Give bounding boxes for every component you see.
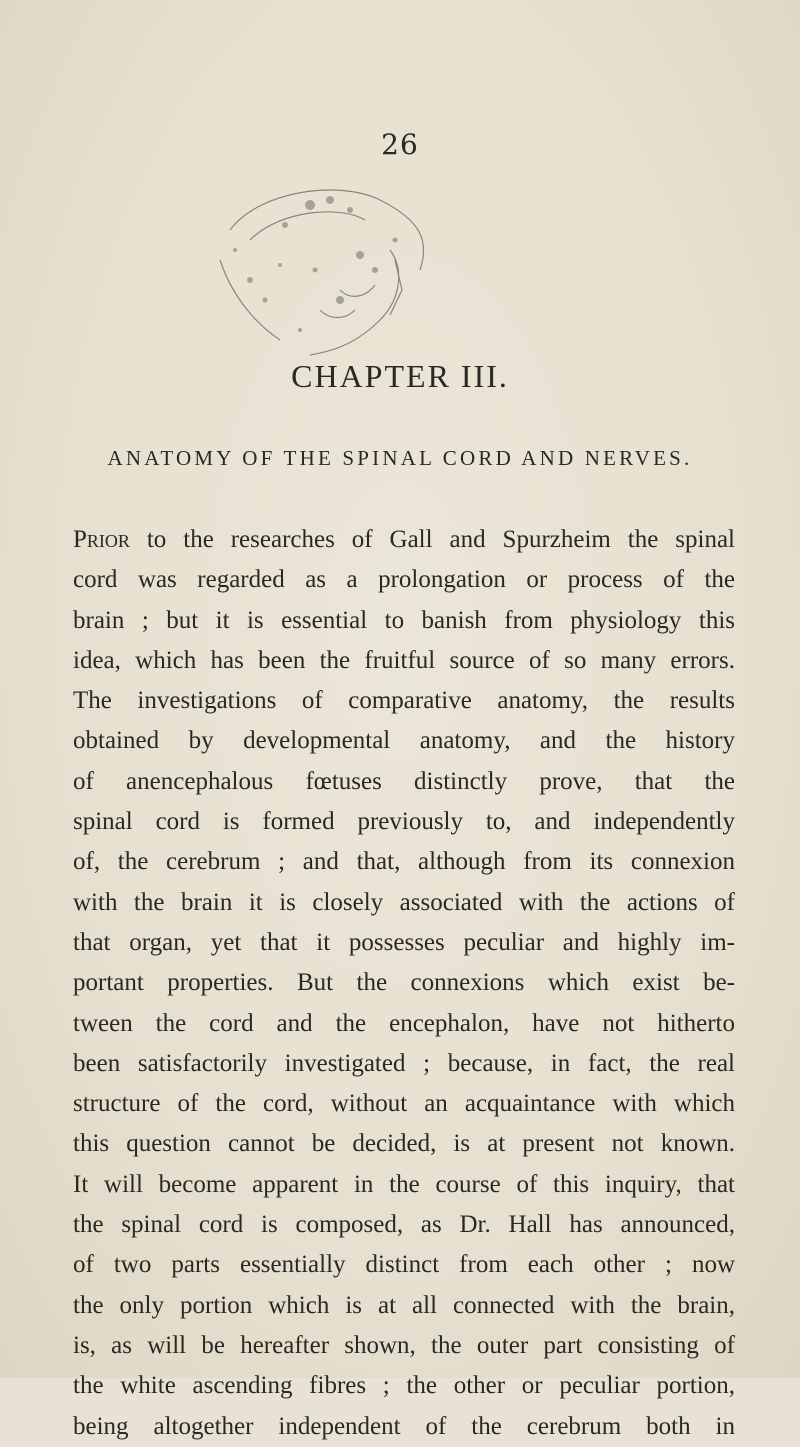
text-line: the white ascending fibres ; the other or peculiar portion, [73,1372,735,1400]
text-line: of, the cerebrum ; and that, although from its connexion [73,848,735,876]
chapter-title: CHAPTER III. [291,358,509,394]
text-line: portant properties. But the connexions which exist be- [73,969,735,997]
decorative-vignette-icon [190,170,450,380]
text-line: with the brain it is closely associated with the actions of [73,888,735,916]
text-line: that organ, yet that it possesses peculiar and highly im- [73,928,735,956]
text-line: It will become apparent in the course of this inquiry, that [73,1170,735,1198]
text-line: idea, which has been the fruitful source of so many errors. [73,646,735,674]
text-line: the only portion which is at all connected with the brain, [73,1291,735,1319]
text-line: cord was regarded as a prolongation or process of the [73,566,735,594]
lead-word: Prior [73,526,130,553]
text-line: the spinal cord is composed, as Dr. Hall has announced, [73,1211,735,1239]
text-line: brain ; but it is essential to banish from physiology this [73,606,735,634]
text-line: spinal cord is formed previously to, and independently [73,808,735,836]
text-line: is, as will be hereafter shown, the outer part consisting of [73,1331,735,1359]
text-line: been satisfactorily investigated ; because, in fact, the real [73,1049,735,1077]
page-number: 26 [381,128,419,161]
text-line: of two parts essentially distinct from each other ; now [73,1251,735,1279]
section-title: ANATOMY OF THE SPINAL CORD AND NERVES. [107,446,693,470]
text-line: Prior to the researches of Gall and Spurzheim the spinal [73,526,735,553]
text-line: The investigations of comparative anatomy, the results [73,687,735,715]
text-line: of anencephalous fœtuses distinctly prove, that the [73,767,735,795]
text-line: obtained by developmental anatomy, and the history [73,727,735,755]
text-line: being altogether independent of the cerebrum both in [73,1412,735,1440]
text-line: this question cannot be decided, is at present not known. [73,1130,735,1158]
text-line: structure of the cord, without an acquaintance with which [73,1090,735,1118]
body-paragraph [73,520,735,1447]
text-line: tween the cord and the encephalon, have not hitherto [73,1009,735,1037]
